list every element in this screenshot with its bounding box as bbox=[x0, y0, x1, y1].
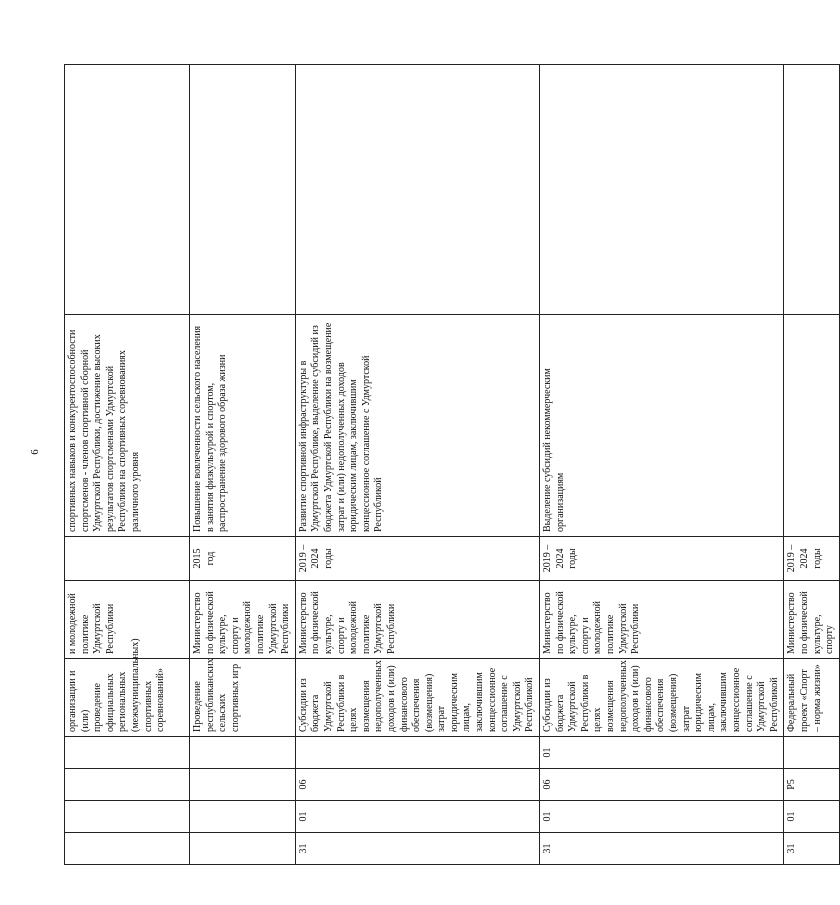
measure-name-cell: Проведение республиканских сельских спортивных игр bbox=[190, 659, 296, 737]
code-gp-cell bbox=[190, 833, 296, 865]
code-m-cell bbox=[295, 737, 539, 769]
executor-cell: и молодежной политике Удмуртской Республики bbox=[65, 581, 190, 659]
period-cell bbox=[65, 537, 190, 581]
relation-cell bbox=[65, 65, 190, 315]
code-pp-cell bbox=[65, 801, 190, 833]
code-pp-cell: 01 bbox=[295, 801, 539, 833]
expected-result-cell: спортивных навыков и конкурентоспособности спортсменов - членов спортивной сборной Удмуртской Республики, достижение высоких результатов спортсменами Удмуртской Республики на спортивных соревнованиях различного уровня bbox=[65, 315, 190, 537]
table-row bbox=[295, 65, 539, 865]
code-m-cell bbox=[784, 737, 839, 769]
expected-result-cell bbox=[784, 315, 839, 537]
code-pp-cell bbox=[190, 801, 296, 833]
code-pp-cell: 01 bbox=[784, 801, 839, 833]
expected-result-cell: Выделение субсидий некоммерческим организациям bbox=[540, 315, 784, 537]
period-cell: 2019 – 2024 годы bbox=[784, 537, 839, 581]
period-cell: 2019 – 2024 годы bbox=[295, 537, 539, 581]
code-m-cell: 01 bbox=[540, 737, 784, 769]
executor-cell: Министерство по физической культуре, спорту и молодежной политике Удмуртской Республики bbox=[190, 581, 296, 659]
relation-cell bbox=[540, 65, 784, 315]
code-gp-cell: 31 bbox=[784, 833, 839, 865]
code-om-cell: P5 bbox=[784, 769, 839, 801]
table-row bbox=[190, 65, 296, 865]
page-number: 6 bbox=[28, 449, 41, 455]
measure-name-cell: организации и (или) проведение официальных региональных (межмуниципальных) спортивных соревнований» bbox=[65, 659, 190, 737]
code-om-cell bbox=[190, 769, 296, 801]
program-table-container bbox=[64, 65, 836, 865]
program-table bbox=[64, 64, 840, 865]
period-cell: 2019 – 2024 годы bbox=[540, 537, 784, 581]
relation-cell bbox=[784, 65, 839, 315]
expected-result-cell: Повышение вовлеченности сельского населения в занятия физкультурой и спортом, распространение здорового образа жизни bbox=[190, 315, 296, 537]
code-m-cell bbox=[65, 737, 190, 769]
measure-name-cell: Субсидии из бюджета Удмуртской Республики в целях возмещения недополученных доходов и (или) финансового обеспечения (возмещения) затрат юридическим лицам, заключившим концессионное соглашение с Удмуртской Республикой bbox=[540, 659, 784, 737]
table-row bbox=[540, 65, 784, 865]
expected-result-cell: Развитие спортивной инфраструктуры в Удмуртской Республике, выделение субсидий из бюджета Удмуртской Республики на возмещение затрат и (или) недополученных доходов юридическим лицам, заключившим концессионное соглашение с Удмуртской Республикой bbox=[295, 315, 539, 537]
measure-name-cell: Субсидии из бюджета Удмуртской Республики в целях возмещения недополученных доходов и (или) финансового обеспечения (возмещения) затрат юридическим лицам, заключившим концессионное соглашение с Удмуртской Республикой bbox=[295, 659, 539, 737]
period-cell: 2015 год bbox=[190, 537, 296, 581]
relation-cell bbox=[295, 65, 539, 315]
executor-cell: Министерство по физической культуре, спорту и молодежной политике Удмуртской Республики bbox=[295, 581, 539, 659]
executor-cell: Министерство по физической культуре, спорту bbox=[784, 581, 839, 659]
code-gp-cell bbox=[65, 833, 190, 865]
table-row bbox=[65, 65, 190, 865]
code-om-cell: 06 bbox=[295, 769, 539, 801]
code-gp-cell: 31 bbox=[540, 833, 784, 865]
table-row bbox=[784, 65, 839, 865]
measure-name-cell: Федеральный проект «Спорт – норма жизни» bbox=[784, 659, 839, 737]
code-om-cell bbox=[65, 769, 190, 801]
code-gp-cell: 31 bbox=[295, 833, 539, 865]
code-m-cell bbox=[190, 737, 296, 769]
relation-cell bbox=[190, 65, 296, 315]
code-pp-cell: 01 bbox=[540, 801, 784, 833]
code-om-cell: 06 bbox=[540, 769, 784, 801]
executor-cell: Министерство по физической культуре, спорту и молодежной политике Удмуртской Республики bbox=[540, 581, 784, 659]
